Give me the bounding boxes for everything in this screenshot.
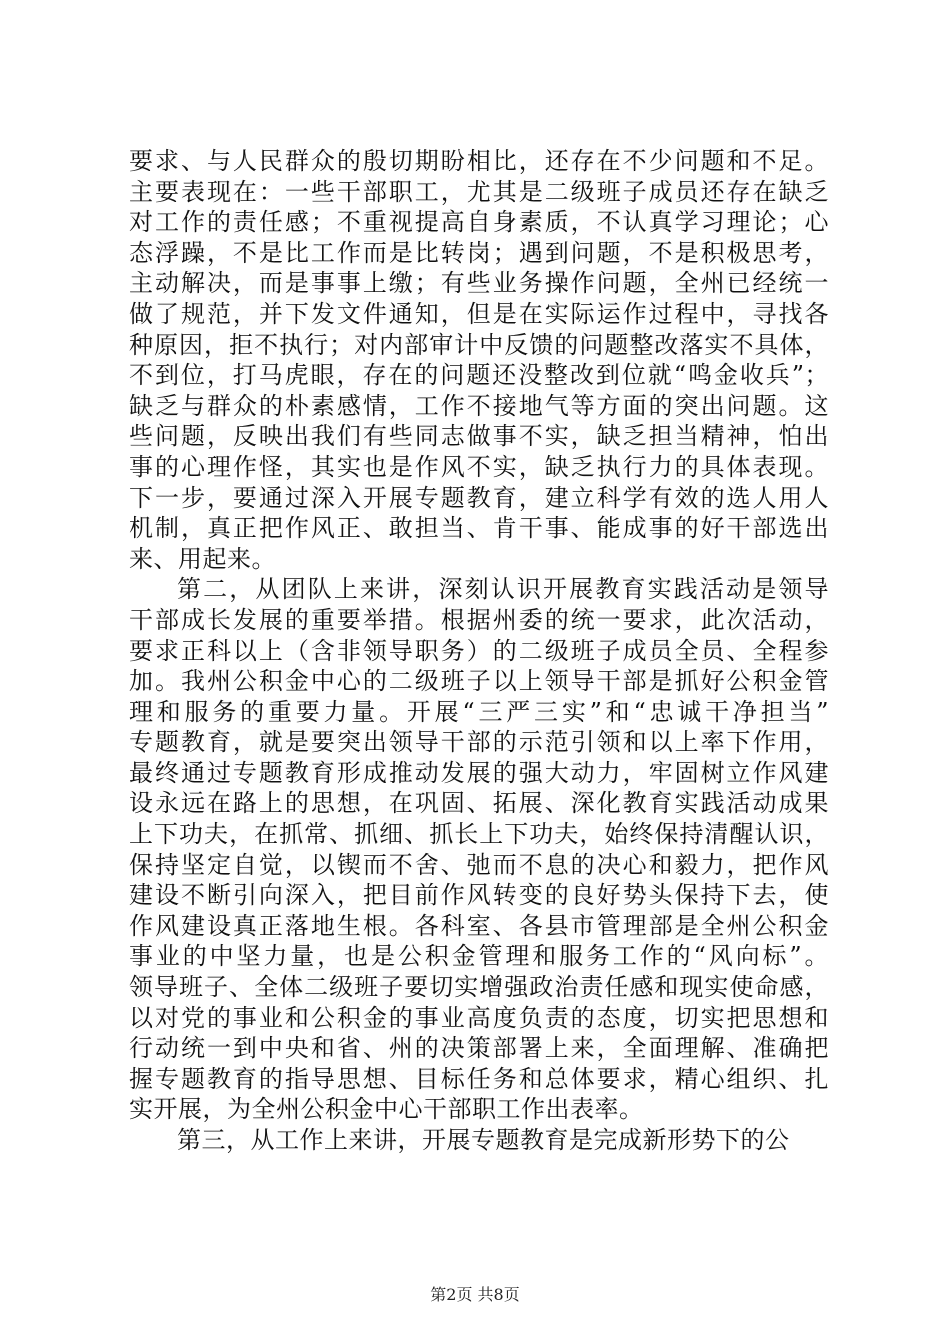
- text-line: 缺乏与群众的朴素感情，工作不接地气等方面的突出问题。这: [129, 391, 829, 420]
- text-line: 设永远在路上的思想，在巩固、拓展、深化教育实践活动成果: [129, 789, 829, 818]
- text-line: 上下功夫，在抓常、抓细、抓长上下功夫，始终保持清醒认识，: [129, 820, 829, 849]
- text-line: 机制，真正把作风正、敢担当、肯干事、能成事的好干部选出: [129, 514, 829, 543]
- text-line: 最终通过专题教育形成推动发展的强大动力，牢固树立作风建: [129, 758, 829, 787]
- text-line: 保持坚定自觉，以锲而不舍、弛而不息的决心和毅力，把作风: [129, 850, 829, 879]
- text-line: 事业的中坚力量，也是公积金管理和服务工作的“风向标”。: [129, 942, 829, 971]
- text-line: 建设不断引向深入，把目前作风转变的良好势头保持下去，使: [129, 881, 829, 910]
- text-line: 以对党的事业和公积金的事业高度负责的态度，切实把思想和: [129, 1003, 829, 1032]
- text-line: 行动统一到中央和省、州的决策部署上来，全面理解、准确把: [129, 1034, 829, 1063]
- text-line: 领导班子、全体二级班子要切实增强政治责任感和现实使命感，: [129, 973, 829, 1002]
- text-line: 要求、与人民群众的殷切期盼相比，还存在不少问题和不足。: [129, 147, 829, 175]
- text-line: 些问题，反映出我们有些同志做事不实，缺乏担当精神，怕出: [129, 422, 829, 451]
- text-line: 态浮躁，不是比工作而是比转岗；遇到问题，不是积极思考，: [129, 238, 829, 267]
- text-line: 专题教育，就是要突出领导干部的示范引领和以上率下作用，: [129, 728, 829, 757]
- text-line: 理和服务的重要力量。开展“三严三实”和“忠诚干净担当”: [129, 697, 829, 726]
- text-line: 来、用起来。: [129, 544, 276, 573]
- text-line: 主要表现在：一些干部职工，尤其是二级班子成员还存在缺乏: [129, 177, 829, 206]
- text-line: 对工作的责任感；不重视提高自身素质，不认真学习理论；心: [129, 208, 829, 237]
- body-text: [129, 146, 829, 1156]
- text-line: 不到位，打马虎眼，存在的问题还没整改到位就“鸣金收兵”；: [129, 361, 829, 390]
- text-line: 下一步，要通过深入开展专题教育，建立科学有效的选人用人: [129, 483, 829, 512]
- text-line: 实开展，为全州公积金中心干部职工作出表率。: [129, 1095, 644, 1124]
- page-number-footer: 第2页 共8页: [430, 1285, 520, 1304]
- text-line: 要求正科以上（含非领导职务）的二级班子成员全员、全程参: [129, 636, 829, 665]
- text-line: 主动解决，而是事事上缴；有些业务操作问题，全州已经统一: [129, 269, 829, 298]
- text-line: 做了规范，并下发文件通知，但是在实际运作过程中，寻找各: [129, 299, 829, 328]
- text-line: 事的心理作怪，其实也是作风不实，缺乏执行力的具体表现。: [129, 452, 829, 481]
- text-line: 作风建设真正落地生根。各科室、各县市管理部是全州公积金: [129, 911, 829, 940]
- paragraph-start-line: 第三，从工作上来讲，开展专题教育是完成新形势下的公: [177, 1126, 790, 1154]
- paragraph-start-line: 第二，从团队上来讲，深刻认识开展教育实践活动是领导: [177, 575, 829, 604]
- text-line: 种原因，拒不执行；对内部审计中反馈的问题整改落实不具体，: [129, 330, 829, 359]
- text-line: 干部成长发展的重要举措。根据州委的统一要求，此次活动，: [129, 605, 829, 634]
- text-line: 握专题教育的指导思想、目标任务和总体要求，精心组织、扎: [129, 1064, 829, 1093]
- text-line: 加。我州公积金中心的二级班子以上领导干部是抓好公积金管: [129, 667, 829, 696]
